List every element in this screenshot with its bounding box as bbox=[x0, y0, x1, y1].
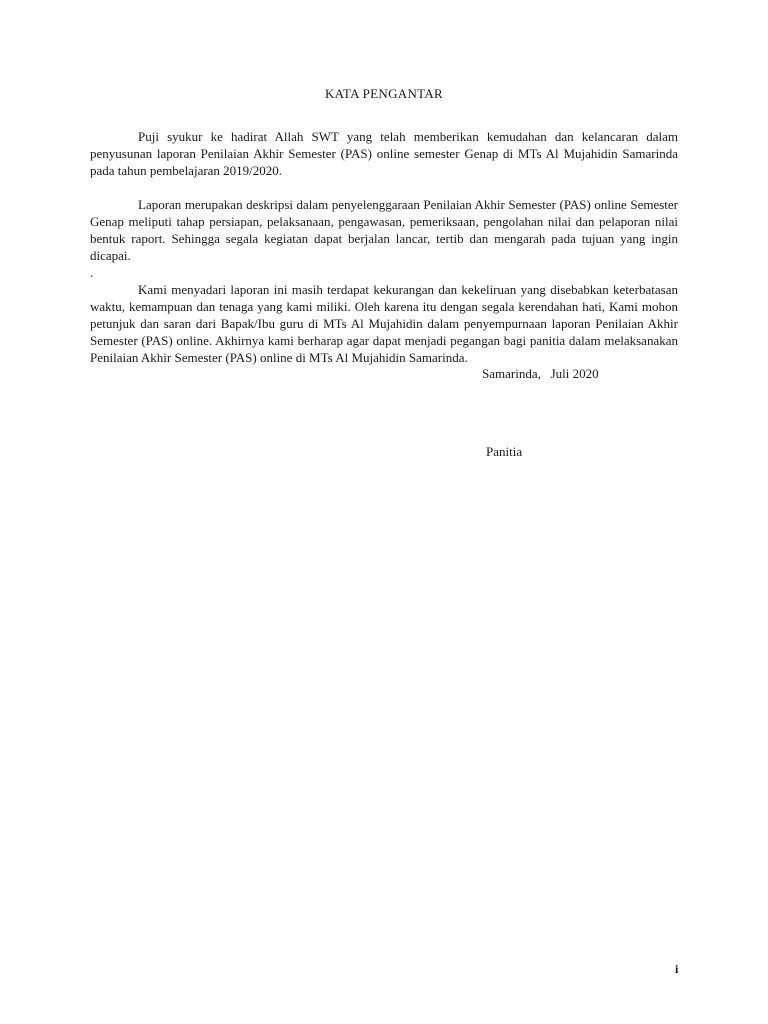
place-date: Samarinda, Juli 2020 bbox=[482, 366, 599, 381]
signer: Panitia bbox=[486, 444, 523, 459]
stray-mark: . bbox=[90, 265, 94, 280]
page-number: i bbox=[675, 962, 679, 976]
paragraph-1: Puji syukur ke hadirat Allah SWT yang telah memberikan kemudahan dan kelancaran dalam penyusunan laporan Penilaian Akhir Semester (PAS) online semester Genap di MTs Al Mujahidin Samarinda pada tahun pembelajaran 2019/2020. bbox=[90, 129, 678, 178]
paragraph-3: Kami menyadari laporan ini masih terdapat kekurangan dan kekeliruan yang disebabkan keterbatasan waktu, kemampuan dan tenaga yang kami miliki. Oleh karena itu dengan segala kerendahan hati, Kami mohon petunjuk dan saran dari Bapak/Ibu guru di MTs Al Mujahidin dalam penyempurnaan laporan Penilaian Akhir Semester (PAS) online. Akhirnya kami berharap agar dapat menjadi pegangan bagi panitia dalam melaksanakan Penilaian Akhir Semester (PAS) online di MTs Al Mujahidin Samarinda. bbox=[90, 282, 678, 365]
document-title: KATA PENGANTAR bbox=[324, 86, 444, 101]
document-body bbox=[90, 128, 678, 366]
paragraph-2: Laporan merupakan deskripsi dalam penyelenggaraan Penilaian Akhir Semester (PAS) online Semester Genap meliputi tahap persiapan, pelaksanaan, pengawasan, pemeriksaan, pengolahan nilai dan pelaporan nilai bentuk raport. Sehingga segala kegiatan dapat berjalan lancar, tertib dan mengarah pada tujuan yang ingin dicapai. bbox=[90, 197, 678, 263]
